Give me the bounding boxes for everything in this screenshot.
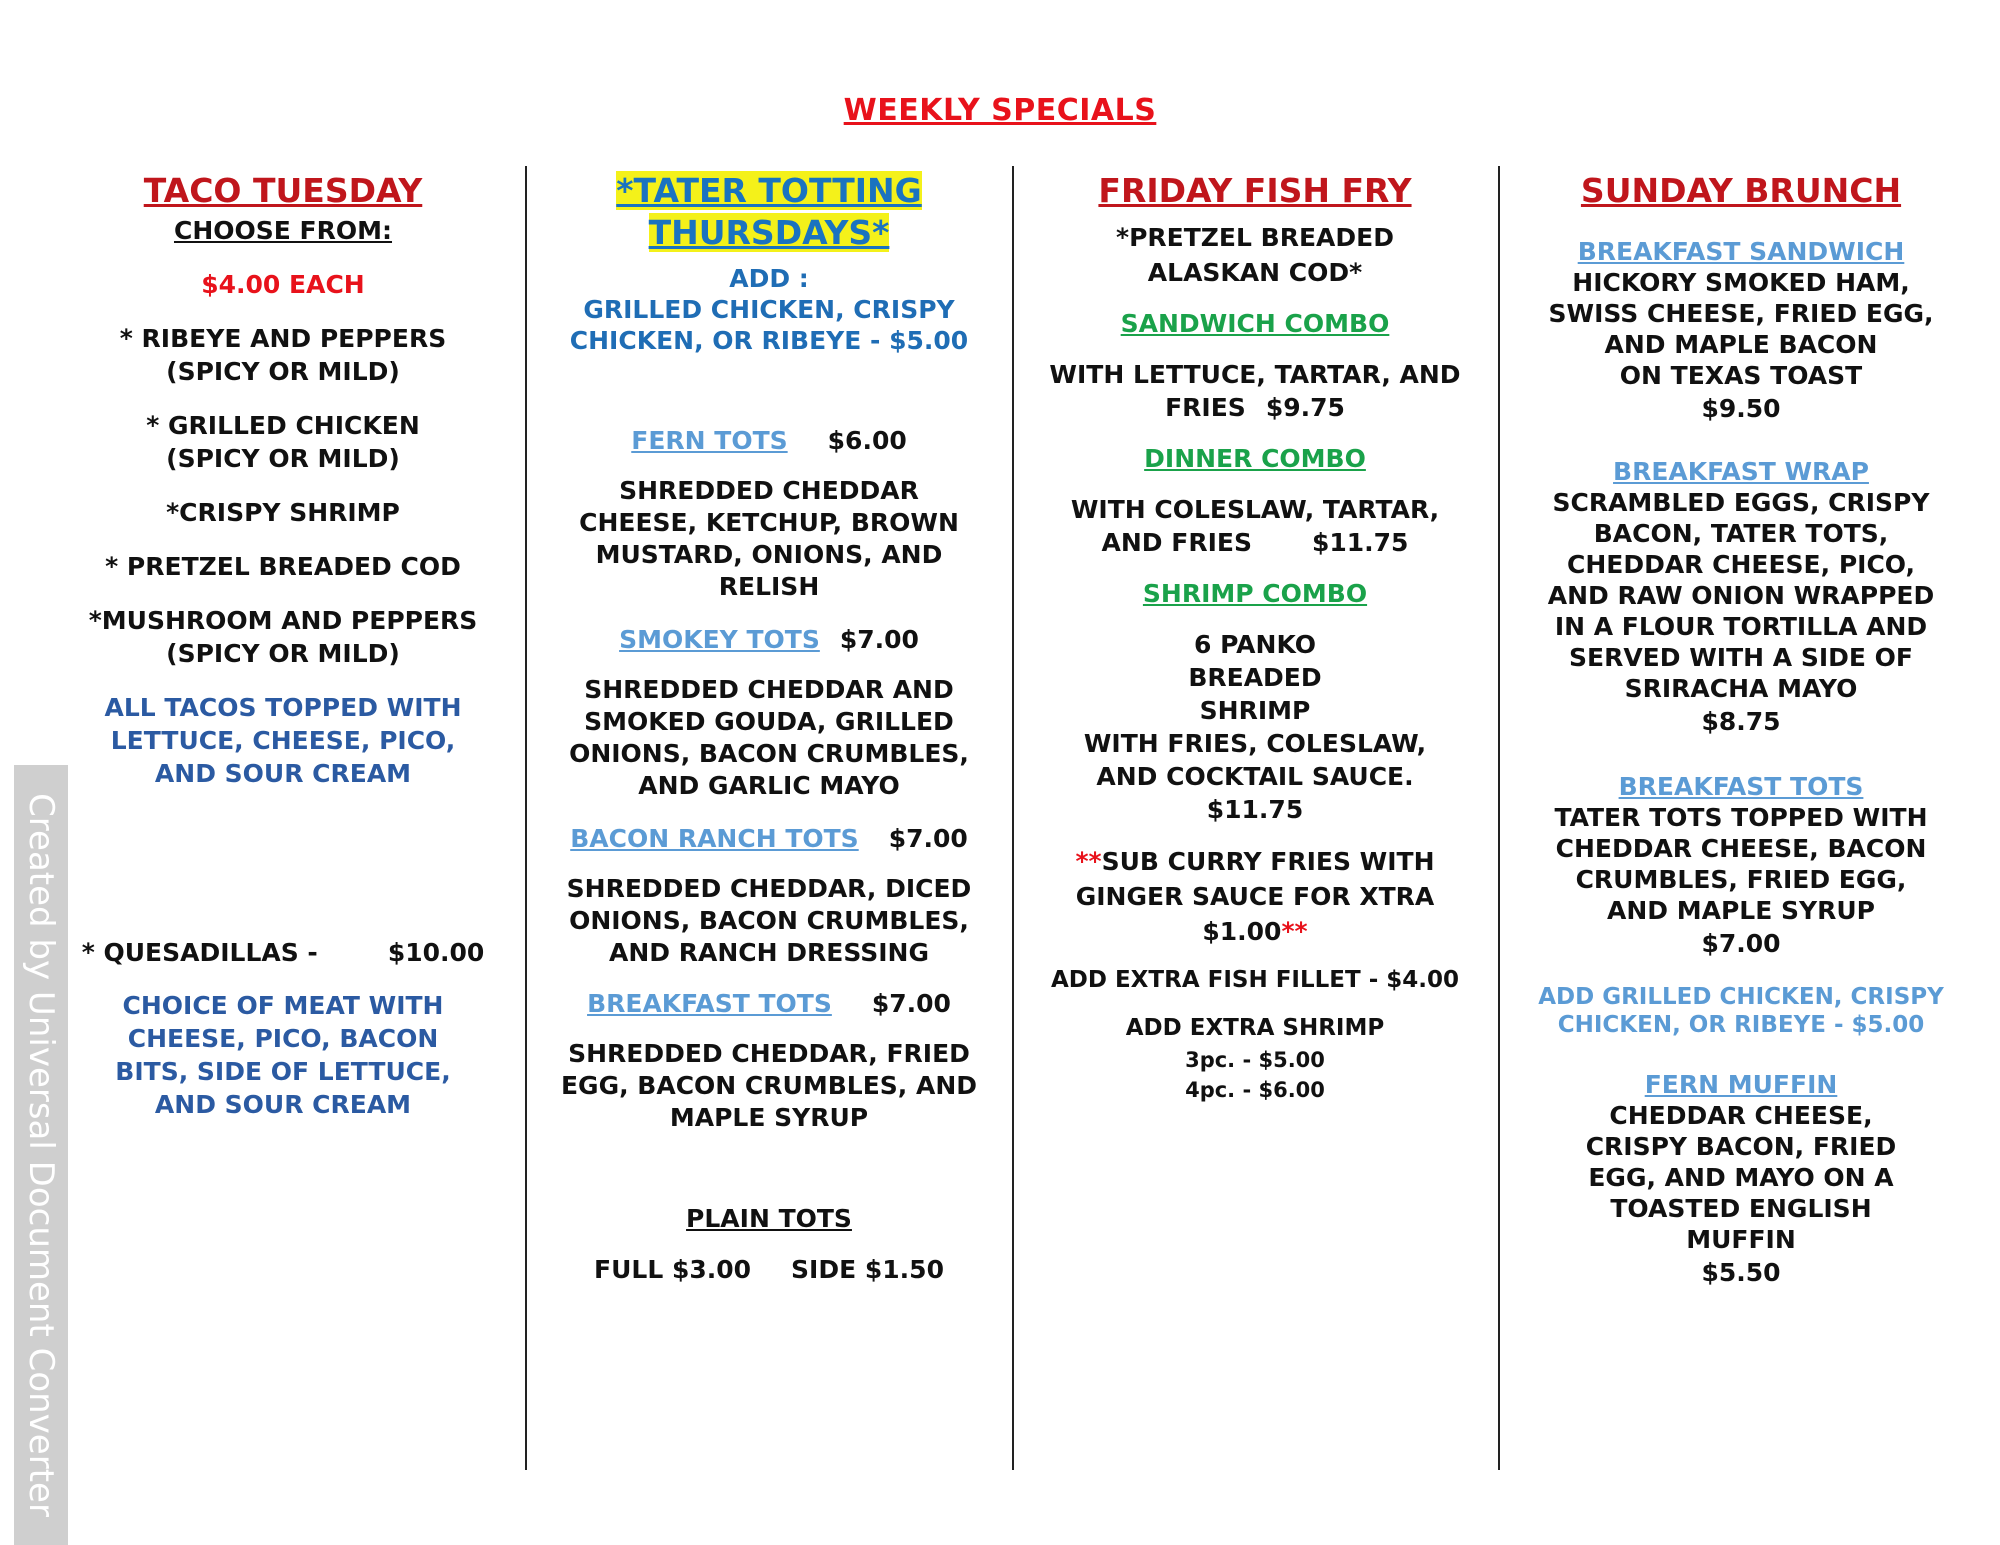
plain-tots-side: SIDE $1.50 [791,1255,944,1284]
extra-fish-fillet: ADD EXTRA FISH FILLET - $4.00 [1050,967,1460,993]
curry-fries-stars-end: ** [1281,917,1308,946]
quesadilla-row [63,936,503,969]
curry-fries-stars: ** [1075,847,1102,876]
quesadilla-description: CHOICE OF MEAT WITH CHEESE, PICO, BACON BITS, SIDE OF LETTUCE, AND SOUR CREAM [115,991,451,1119]
plain-tots-name: PLAIN TOTS [686,1204,852,1233]
breakfast-tots-row [549,987,989,1020]
dinner-combo-price: $11.75 [1311,528,1409,557]
smokey-tots-row [549,623,989,656]
breakfast-tots-description: SHREDDED CHEDDAR, FRIED EGG, BACON CRUMBLES, AND MAPLE SYRUP [560,1039,977,1132]
column-divider-3 [1498,166,1500,1470]
taco-item-ribeye: * RIBEYE AND PEPPERS [119,324,447,353]
taco-item-chicken: * GRILLED CHICKEN [146,411,420,440]
breakfast-tots-name: BREAKFAST TOTS [587,989,832,1018]
fern-tots-name: FERN TOTS [631,426,788,455]
taco-item-chicken-note: (SPICY OR MILD) [166,444,400,473]
fern-tots-row [549,424,989,457]
fern-tots-description: SHREDDED CHEDDAR CHEESE, KETCHUP, BROWN MUSTARD, ONIONS, AND RELISH [579,476,959,601]
tots-add-description: GRILLED CHICKEN, CRISPY CHICKEN, OR RIBEYE - $5.00 [569,295,969,355]
sunday-brunch-column [1521,170,1961,1290]
fern-tots-price: $6.00 [827,426,907,455]
breakfast-tots-price: $7.00 [871,989,951,1018]
sandwich-combo-name: SANDWICH COMBO [1120,309,1390,338]
curry-fries-note [1035,844,1475,949]
taco-item-mushroom-note: (SPICY OR MILD) [166,639,400,668]
column-divider-2 [1012,166,1014,1470]
taco-item-shrimp: *CRISPY SHRIMP [166,498,400,527]
tots-heading-text2: THURSDAYS* [648,213,890,252]
dinner-combo-row [1035,526,1475,559]
shrimp-combo-description: 6 PANKO BREADED SHRIMP [1188,630,1322,725]
brunch-breakfast-tots-price: $7.00 [1701,929,1781,958]
breakfast-sandwich-toast: ON TEXAS TOAST [1619,361,1863,390]
tots-add-label: ADD : [729,264,809,293]
dinner-combo-name: DINNER COMBO [1144,444,1366,473]
bacon-ranch-tots-row [549,822,989,855]
tots-heading-line1 [549,170,989,212]
taco-item-ribeye-note: (SPICY OR MILD) [166,357,400,386]
watermark-text: Created by Universal Document Converter [21,793,61,1517]
extra-shrimp-4pc: 4pc. - $6.00 [1185,1078,1325,1102]
fern-muffin-name: FERN MUFFIN [1644,1070,1838,1099]
fish-heading: FRIDAY FISH FRY [1098,171,1412,210]
shrimp-combo-price: $11.75 [1206,795,1304,824]
tots-heading-text1: *TATER TOTTING [616,171,922,210]
extra-shrimp: ADD EXTRA SHRIMP [1125,1015,1385,1041]
taco-tuesday-column [63,170,503,1121]
brunch-heading: SUNDAY BRUNCH [1580,171,1902,210]
quesadilla-label: * QUESADILLAS - [81,938,318,967]
taco-topping-note: ALL TACOS TOPPED WITH LETTUCE, CHEESE, PICO, AND SOUR CREAM [104,693,462,788]
taco-item-mushroom: *MUSHROOM AND PEPPERS [88,606,478,635]
curry-fries-text: SUB CURRY FRIES WITH GINGER SAUCE FOR XTRA $1.00 [1075,847,1435,946]
shrimp-combo-sides: WITH FRIES, COLESLAW, AND COCKTAIL SAUCE. [1083,729,1427,791]
tater-thursday-column [549,170,989,1286]
page-title: WEEKLY SPECIALS [843,93,1157,128]
smokey-tots-description: SHREDDED CHEDDAR AND SMOKED GOUDA, GRILLED ONIONS, BACON CRUMBLES, AND GARLIC MAYO [569,675,969,800]
sandwich-combo-row [1035,391,1475,424]
converter-watermark [14,765,68,1545]
sandwich-combo-price: $9.75 [1265,393,1345,422]
breakfast-wrap-price: $8.75 [1701,707,1781,736]
bacon-ranch-tots-description: SHREDDED CHEDDAR, DICED ONIONS, BACON CRUMBLES, AND RANCH DRESSING [566,874,972,967]
tots-heading-line2 [549,212,989,254]
bacon-ranch-tots-name: BACON RANCH TOTS [570,824,859,853]
fish-fry-column [1035,170,1475,1105]
brunch-breakfast-tots-description: TATER TOTS TOPPED WITH CHEDDAR CHEESE, BACON CRUMBLES, FRIED EGG, AND MAPLE SYRUP [1554,803,1928,925]
breakfast-wrap-description: SCRAMBLED EGGS, CRISPY BACON, TATER TOTS, CHEDDAR CHEESE, PICO, AND RAW ONION WRAPPED IN A FLOUR TORTILLA AND SERVED WITH A SIDE OF SRIRACHA MAYO [1547,488,1935,703]
bacon-ranch-tots-price: $7.00 [888,824,968,853]
taco-heading: TACO TUESDAY [143,171,423,210]
brunch-add-protein: ADD GRILLED CHICKEN, CRISPY CHICKEN, OR RIBEYE - $5.00 [1538,984,1944,1038]
brunch-breakfast-tots-name: BREAKFAST TOTS [1618,772,1864,801]
taco-price: $4.00 EACH [201,270,365,299]
breakfast-sandwich-name: BREAKFAST SANDWICH [1577,237,1905,266]
fish-intro: *PRETZEL BREADED ALASKAN COD* [1116,223,1394,287]
dinner-combo-description: WITH COLESLAW, TARTAR, [1070,495,1440,524]
smokey-tots-name: SMOKEY TOTS [619,625,820,654]
column-divider-1 [525,166,527,1470]
breakfast-sandwich-price: $9.50 [1701,394,1781,423]
taco-choose-label: CHOOSE FROM: [173,216,393,245]
sandwich-combo-fries: FRIES [1165,393,1246,422]
plain-tots-prices [549,1253,989,1286]
plain-tots-full: FULL $3.00 [594,1255,752,1284]
shrimp-combo-name: SHRIMP COMBO [1142,579,1368,608]
quesadilla-price: $10.00 [387,938,485,967]
smokey-tots-price: $7.00 [839,625,919,654]
sandwich-combo-description: WITH LETTUCE, TARTAR, AND [1049,360,1461,389]
extra-shrimp-3pc: 3pc. - $5.00 [1185,1048,1325,1072]
taco-item-cod: * PRETZEL BREADED COD [105,552,461,581]
fern-muffin-description: CHEDDAR CHEESE, CRISPY BACON, FRIED EGG, AND MAYO ON A TOASTED ENGLISH MUFFIN [1585,1101,1897,1254]
breakfast-wrap-name: BREAKFAST WRAP [1613,457,1869,486]
fern-muffin-price: $5.50 [1701,1258,1781,1287]
dinner-combo-fries: AND FRIES [1101,528,1252,557]
breakfast-sandwich-description: HICKORY SMOKED HAM, SWISS CHEESE, FRIED EGG, AND MAPLE BACON [1548,268,1934,359]
